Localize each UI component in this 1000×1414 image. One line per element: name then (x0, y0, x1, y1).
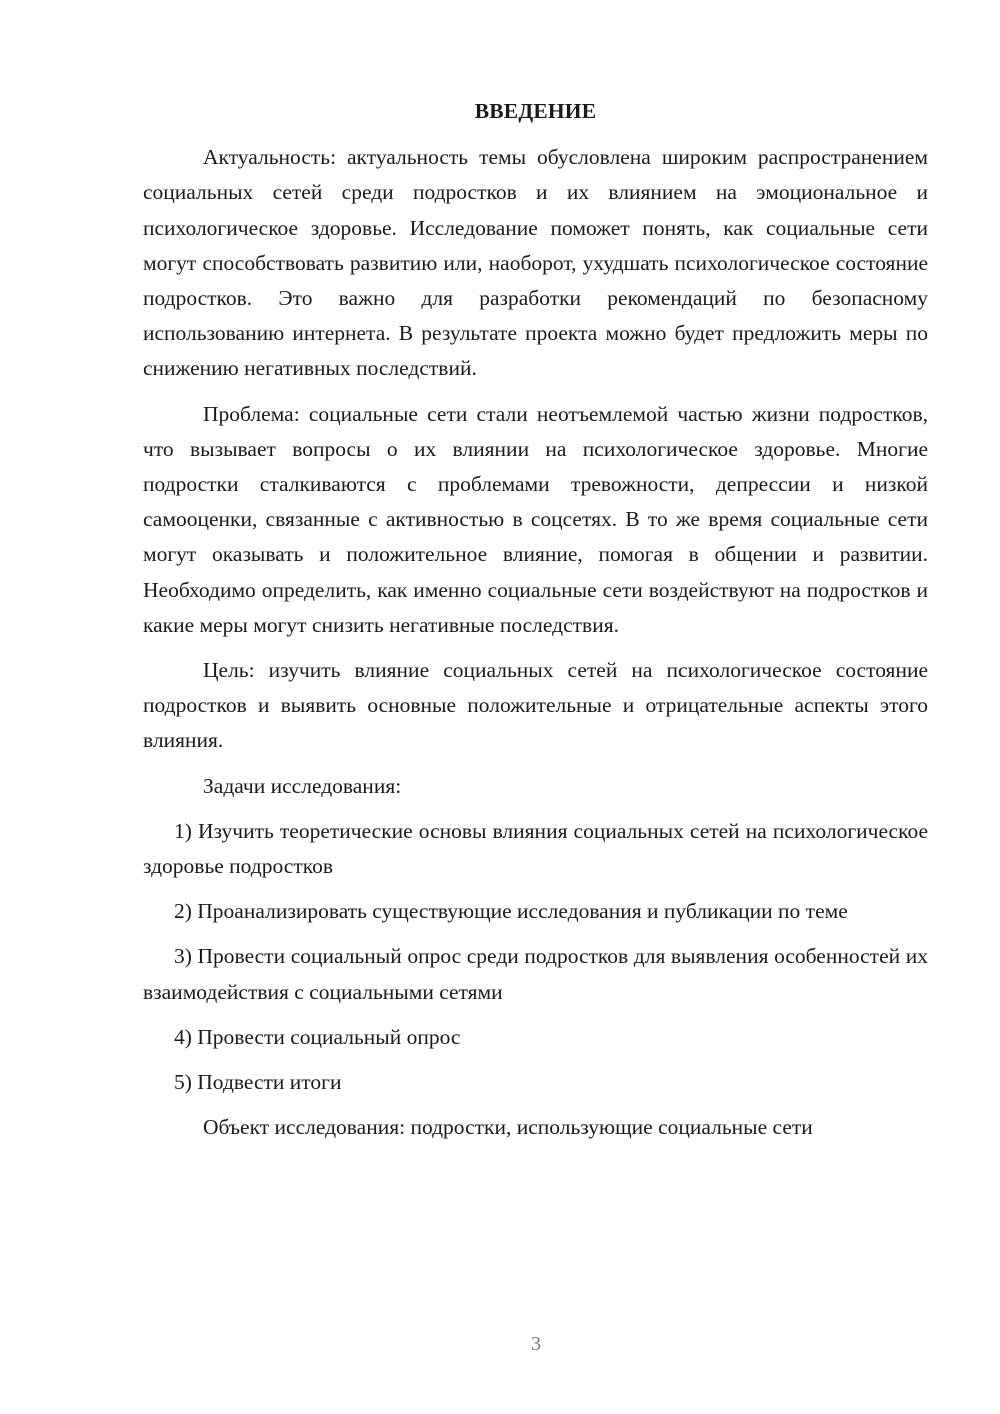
relevance-paragraph: Актуальность: актуальность темы обусловлена широким распространением социальных сетей среди подростков и их влиянием на эмоциональное и психологическое здоровье. Исследование поможет понять, как социальные сети могут способствовать развитию или, наоборот, ухудшать психологическое состояние подростков. Это важно для разработки рекомендаций по безопасному использованию интернета. В результате проекта можно будет предложить меры по снижению негативных последствий. (143, 145, 928, 381)
section-title: ВВЕДЕНИЕ (474, 99, 597, 123)
research-object-paragraph: Объект исследования: подростки, использующие социальные сети (203, 1115, 813, 1140)
page-number: 3 (531, 1333, 541, 1355)
task-item: 3) Провести социальный опрос среди подростков для выявления особенностей их взаимодействия с социальными сетями (143, 944, 928, 1004)
task-item: 2) Проанализировать существующие исследования и публикации по теме (174, 899, 848, 924)
task-item: 4) Провести социальный опрос (174, 1024, 461, 1049)
task-item: 1) Изучить теоретические основы влияния социальных сетей на психологическое здоровье подростков (143, 818, 928, 879)
tasks-heading: Задачи исследования: (203, 773, 402, 798)
tasks-list (143, 814, 928, 1100)
page-content (143, 94, 928, 1155)
task-item: 5) Подвести итоги (174, 1070, 342, 1095)
goal-paragraph: Цель: изучить влияние социальных сетей на психологическое состояние подростков и выявить основные положительные и отрицательные аспекты этого влияния. (143, 658, 928, 753)
problem-paragraph: Проблема: социальные сети стали неотъемлемой частью жизни подростков, что вызывает вопросы о их влиянии на психологическое здоровье. Многие подростки сталкиваются с проблемами тревожности, депрессии и низкой самооценки, связанные с активностью в соцсетях. В то же время социальные сети могут оказывать и положительное влияние, помогая в общении и развитии. Необходимо определить, как именно социальные сети воздействуют на подростков и какие меры могут снизить негативные последствия. (143, 401, 928, 637)
